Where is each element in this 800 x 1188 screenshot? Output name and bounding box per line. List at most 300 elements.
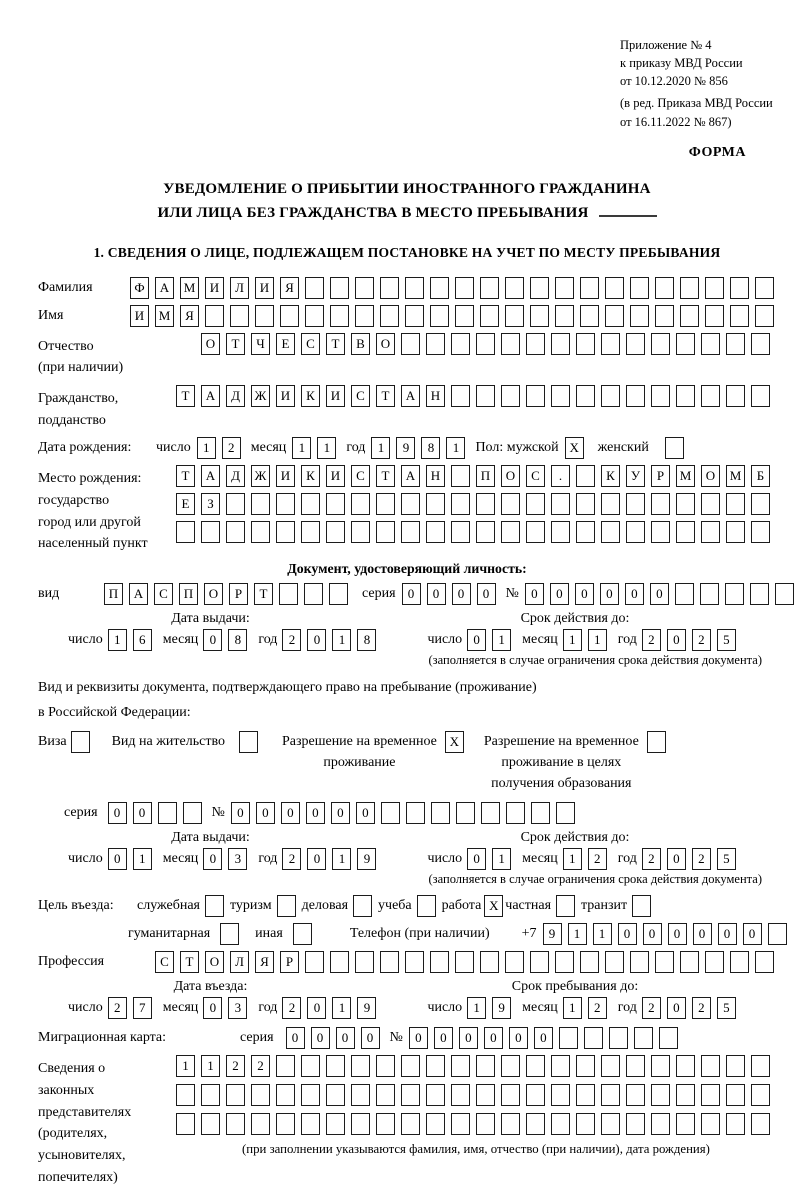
char-box[interactable] [584, 1027, 603, 1049]
char-box[interactable]: 1 [588, 629, 607, 651]
char-box[interactable]: 0 [718, 923, 737, 945]
char-box[interactable] [330, 277, 349, 299]
char-box[interactable] [531, 802, 550, 824]
char-box[interactable]: С [155, 951, 174, 973]
char-box[interactable] [451, 1055, 470, 1077]
char-box[interactable]: 3 [228, 997, 247, 1019]
char-box[interactable]: 2 [588, 997, 607, 1019]
char-box[interactable]: П [104, 583, 123, 605]
char-box[interactable] [426, 493, 445, 515]
char-box[interactable]: 1 [563, 848, 582, 870]
char-box[interactable] [451, 1084, 470, 1106]
char-box[interactable] [726, 1055, 745, 1077]
char-box[interactable] [755, 951, 774, 973]
char-box[interactable]: 0 [467, 629, 486, 651]
char-box[interactable] [655, 277, 674, 299]
char-box[interactable] [326, 1084, 345, 1106]
char-box[interactable] [501, 1055, 520, 1077]
char-box[interactable] [205, 305, 224, 327]
char-box[interactable] [276, 1055, 295, 1077]
char-box[interactable] [251, 521, 270, 543]
char-box[interactable] [501, 521, 520, 543]
char-box[interactable]: У [626, 465, 645, 487]
char-box[interactable] [576, 385, 595, 407]
char-box[interactable] [176, 1084, 195, 1106]
residence-permit-option[interactable] [112, 731, 264, 753]
char-box[interactable] [201, 521, 220, 543]
char-box[interactable]: 0 [550, 583, 569, 605]
char-box[interactable] [726, 1084, 745, 1106]
char-box[interactable] [430, 305, 449, 327]
char-box[interactable]: 2 [642, 848, 661, 870]
char-box[interactable]: И [130, 305, 149, 327]
char-box[interactable]: Е [276, 333, 295, 355]
char-box[interactable]: 2 [108, 997, 127, 1019]
purpose-option-other[interactable] [255, 923, 318, 945]
char-box[interactable]: 0 [477, 583, 496, 605]
char-box[interactable] [701, 1113, 720, 1135]
char-box[interactable]: 0 [409, 1027, 428, 1049]
char-box[interactable] [220, 923, 239, 945]
char-box[interactable] [676, 333, 695, 355]
char-box[interactable] [326, 1113, 345, 1135]
char-box[interactable] [680, 277, 699, 299]
char-box[interactable]: 5 [717, 629, 736, 651]
char-box[interactable] [601, 333, 620, 355]
char-box[interactable] [526, 1055, 545, 1077]
char-box[interactable]: 8 [357, 629, 376, 651]
char-box[interactable] [251, 493, 270, 515]
char-box[interactable]: О [204, 583, 223, 605]
char-box[interactable]: 2 [692, 997, 711, 1019]
char-box[interactable] [401, 493, 420, 515]
char-box[interactable] [576, 493, 595, 515]
char-box[interactable]: П [476, 465, 495, 487]
char-box[interactable]: П [179, 583, 198, 605]
char-box[interactable] [201, 1113, 220, 1135]
char-box[interactable]: 2 [642, 629, 661, 651]
char-box[interactable] [376, 493, 395, 515]
char-box[interactable] [501, 385, 520, 407]
char-box[interactable] [376, 1055, 395, 1077]
char-box[interactable]: 0 [311, 1027, 330, 1049]
char-box[interactable] [326, 521, 345, 543]
char-box[interactable]: Б [751, 465, 770, 487]
char-box[interactable] [530, 277, 549, 299]
char-box[interactable]: 1 [197, 437, 216, 459]
visa-option[interactable] [38, 731, 96, 753]
char-box[interactable] [701, 493, 720, 515]
char-box[interactable] [755, 305, 774, 327]
char-box[interactable]: 0 [108, 802, 127, 824]
char-box[interactable]: 2 [692, 629, 711, 651]
char-box[interactable] [551, 493, 570, 515]
char-box[interactable]: 9 [492, 997, 511, 1019]
char-box[interactable] [476, 385, 495, 407]
char-box[interactable] [326, 493, 345, 515]
purpose-study-checkbox[interactable] [417, 895, 442, 917]
char-box[interactable]: 0 [693, 923, 712, 945]
char-box[interactable] [476, 493, 495, 515]
char-box[interactable]: 1 [332, 997, 351, 1019]
char-box[interactable] [280, 305, 299, 327]
char-box[interactable] [601, 521, 620, 543]
char-box[interactable] [526, 1113, 545, 1135]
char-box[interactable]: О [501, 465, 520, 487]
char-box[interactable] [755, 277, 774, 299]
char-box[interactable]: М [155, 305, 174, 327]
char-box[interactable]: 0 [361, 1027, 380, 1049]
char-box[interactable]: Д [226, 465, 245, 487]
char-box[interactable]: 1 [492, 848, 511, 870]
char-box[interactable] [401, 1055, 420, 1077]
char-box[interactable]: А [201, 385, 220, 407]
char-box[interactable]: 1 [108, 629, 127, 651]
char-box[interactable]: 0 [625, 583, 644, 605]
char-box[interactable]: 1 [371, 437, 390, 459]
char-box[interactable] [675, 583, 694, 605]
char-box[interactable] [626, 385, 645, 407]
char-box[interactable]: 9 [357, 848, 376, 870]
char-box[interactable] [476, 1113, 495, 1135]
char-box[interactable]: 0 [743, 923, 762, 945]
char-box[interactable]: В [351, 333, 370, 355]
char-box[interactable]: 0 [331, 802, 350, 824]
char-box[interactable] [530, 305, 549, 327]
purpose-option-tourism[interactable] [230, 895, 302, 917]
char-box[interactable] [501, 493, 520, 515]
char-box[interactable] [526, 333, 545, 355]
char-box[interactable]: 0 [203, 629, 222, 651]
char-box[interactable] [726, 385, 745, 407]
char-box[interactable] [158, 802, 177, 824]
char-box[interactable] [705, 951, 724, 973]
char-box[interactable] [726, 493, 745, 515]
char-box[interactable] [305, 951, 324, 973]
char-box[interactable] [351, 1084, 370, 1106]
char-box[interactable]: М [180, 277, 199, 299]
char-box[interactable]: 0 [667, 848, 686, 870]
purpose-other-checkbox[interactable] [293, 923, 318, 945]
char-box[interactable] [751, 1113, 770, 1135]
char-box[interactable]: X [484, 895, 503, 917]
char-box[interactable] [426, 1055, 445, 1077]
char-box[interactable]: 0 [434, 1027, 453, 1049]
char-box[interactable] [726, 1113, 745, 1135]
char-box[interactable] [480, 305, 499, 327]
char-box[interactable]: 0 [427, 583, 446, 605]
char-box[interactable] [551, 385, 570, 407]
char-box[interactable]: А [155, 277, 174, 299]
char-box[interactable] [426, 1113, 445, 1135]
char-box[interactable]: 0 [600, 583, 619, 605]
char-box[interactable] [355, 951, 374, 973]
char-box[interactable] [501, 1113, 520, 1135]
char-box[interactable]: Ж [251, 465, 270, 487]
char-box[interactable]: Т [176, 465, 195, 487]
char-box[interactable]: X [565, 437, 584, 459]
purpose-option-work[interactable] [442, 895, 510, 917]
char-box[interactable]: Я [255, 951, 274, 973]
char-box[interactable]: С [351, 465, 370, 487]
char-box[interactable] [451, 333, 470, 355]
char-box[interactable]: С [301, 333, 320, 355]
char-box[interactable]: 2 [251, 1055, 270, 1077]
char-box[interactable] [605, 951, 624, 973]
char-box[interactable]: 0 [575, 583, 594, 605]
purpose-option-humanitarian[interactable] [128, 923, 245, 945]
char-box[interactable]: 0 [525, 583, 544, 605]
char-box[interactable]: Я [280, 277, 299, 299]
char-box[interactable]: И [255, 277, 274, 299]
char-box[interactable]: 9 [357, 997, 376, 1019]
char-box[interactable] [576, 1055, 595, 1077]
char-box[interactable] [556, 895, 575, 917]
char-box[interactable] [455, 277, 474, 299]
char-box[interactable]: 1 [292, 437, 311, 459]
char-box[interactable] [455, 305, 474, 327]
char-box[interactable]: 0 [484, 1027, 503, 1049]
char-box[interactable] [555, 951, 574, 973]
char-box[interactable] [71, 731, 90, 753]
char-box[interactable] [555, 277, 574, 299]
char-box[interactable]: 1 [563, 629, 582, 651]
char-box[interactable]: 1 [446, 437, 465, 459]
char-box[interactable] [576, 1084, 595, 1106]
char-box[interactable]: 0 [281, 802, 300, 824]
char-box[interactable] [476, 521, 495, 543]
char-box[interactable] [651, 521, 670, 543]
char-box[interactable] [530, 951, 549, 973]
char-box[interactable] [426, 521, 445, 543]
char-box[interactable]: О [205, 951, 224, 973]
char-box[interactable] [630, 277, 649, 299]
char-box[interactable] [381, 802, 400, 824]
char-box[interactable] [601, 493, 620, 515]
purpose-transit-checkbox[interactable] [632, 895, 657, 917]
purpose-option-study[interactable] [378, 895, 442, 917]
char-box[interactable] [431, 802, 450, 824]
char-box[interactable]: 0 [307, 629, 326, 651]
char-box[interactable]: К [601, 465, 620, 487]
char-box[interactable]: А [401, 465, 420, 487]
char-box[interactable] [751, 521, 770, 543]
char-box[interactable] [301, 493, 320, 515]
char-box[interactable] [351, 521, 370, 543]
char-box[interactable]: 5 [717, 848, 736, 870]
char-box[interactable]: 0 [668, 923, 687, 945]
char-box[interactable]: Т [254, 583, 273, 605]
char-box[interactable] [301, 521, 320, 543]
purpose-option-business[interactable] [302, 895, 378, 917]
char-box[interactable]: Ч [251, 333, 270, 355]
purpose-private-checkbox[interactable] [556, 895, 581, 917]
char-box[interactable] [730, 305, 749, 327]
char-box[interactable] [301, 1084, 320, 1106]
char-box[interactable]: А [401, 385, 420, 407]
char-box[interactable]: 0 [286, 1027, 305, 1049]
char-box[interactable] [380, 305, 399, 327]
char-box[interactable] [726, 521, 745, 543]
char-box[interactable]: 0 [618, 923, 637, 945]
char-box[interactable] [451, 385, 470, 407]
char-box[interactable] [176, 1113, 195, 1135]
char-box[interactable] [501, 333, 520, 355]
char-box[interactable]: М [726, 465, 745, 487]
char-box[interactable] [455, 951, 474, 973]
char-box[interactable]: Я [180, 305, 199, 327]
char-box[interactable] [401, 521, 420, 543]
char-box[interactable] [201, 1084, 220, 1106]
char-box[interactable] [555, 305, 574, 327]
char-box[interactable] [609, 1027, 628, 1049]
char-box[interactable] [276, 1084, 295, 1106]
char-box[interactable] [526, 1084, 545, 1106]
char-box[interactable] [279, 583, 298, 605]
char-box[interactable] [601, 1084, 620, 1106]
char-box[interactable]: 1 [467, 997, 486, 1019]
char-box[interactable]: Р [229, 583, 248, 605]
char-box[interactable]: 9 [543, 923, 562, 945]
char-box[interactable] [505, 951, 524, 973]
char-box[interactable]: 0 [650, 583, 669, 605]
char-box[interactable] [476, 1084, 495, 1106]
char-box[interactable] [626, 1113, 645, 1135]
char-box[interactable] [626, 333, 645, 355]
char-box[interactable] [676, 1113, 695, 1135]
char-box[interactable] [480, 951, 499, 973]
char-box[interactable] [630, 951, 649, 973]
char-box[interactable]: И [326, 465, 345, 487]
char-box[interactable] [330, 305, 349, 327]
char-box[interactable]: 7 [133, 997, 152, 1019]
char-box[interactable]: И [205, 277, 224, 299]
char-box[interactable]: Н [426, 465, 445, 487]
char-box[interactable] [651, 1113, 670, 1135]
char-box[interactable] [451, 465, 470, 487]
char-box[interactable] [601, 1055, 620, 1077]
char-box[interactable]: З [201, 493, 220, 515]
char-box[interactable] [456, 802, 475, 824]
char-box[interactable] [730, 277, 749, 299]
char-box[interactable] [551, 333, 570, 355]
char-box[interactable] [601, 1113, 620, 1135]
char-box[interactable] [380, 951, 399, 973]
char-box[interactable] [626, 521, 645, 543]
char-box[interactable] [651, 1084, 670, 1106]
char-box[interactable] [551, 521, 570, 543]
sex-female-checkbox[interactable] [665, 437, 690, 459]
char-box[interactable]: 8 [228, 629, 247, 651]
char-box[interactable] [226, 1113, 245, 1135]
char-box[interactable] [559, 1027, 578, 1049]
char-box[interactable] [405, 951, 424, 973]
char-box[interactable]: 0 [467, 848, 486, 870]
char-box[interactable] [701, 1055, 720, 1077]
char-box[interactable] [750, 583, 769, 605]
char-box[interactable]: 0 [307, 997, 326, 1019]
char-box[interactable]: Р [651, 465, 670, 487]
char-box[interactable]: 2 [222, 437, 241, 459]
purpose-option-transit[interactable] [581, 895, 657, 917]
temp-residence-education-option[interactable] [484, 731, 672, 794]
char-box[interactable] [651, 333, 670, 355]
char-box[interactable] [276, 493, 295, 515]
char-box[interactable] [526, 493, 545, 515]
char-box[interactable]: 2 [588, 848, 607, 870]
char-box[interactable] [305, 305, 324, 327]
char-box[interactable] [276, 521, 295, 543]
char-box[interactable] [605, 277, 624, 299]
char-box[interactable] [380, 277, 399, 299]
char-box[interactable] [417, 895, 436, 917]
char-box[interactable] [676, 493, 695, 515]
char-box[interactable] [304, 583, 323, 605]
char-box[interactable] [276, 1113, 295, 1135]
char-box[interactable]: 0 [306, 802, 325, 824]
char-box[interactable]: 5 [717, 997, 736, 1019]
char-box[interactable] [501, 1084, 520, 1106]
char-box[interactable]: 0 [667, 997, 686, 1019]
char-box[interactable] [680, 951, 699, 973]
char-box[interactable]: 8 [421, 437, 440, 459]
char-box[interactable] [226, 521, 245, 543]
char-box[interactable]: 1 [593, 923, 612, 945]
char-box[interactable] [655, 951, 674, 973]
char-box[interactable]: 2 [282, 848, 301, 870]
char-box[interactable]: 0 [108, 848, 127, 870]
char-box[interactable]: 1 [332, 629, 351, 651]
char-box[interactable]: Т [376, 465, 395, 487]
char-box[interactable]: Р [280, 951, 299, 973]
char-box[interactable]: . [551, 465, 570, 487]
char-box[interactable] [426, 333, 445, 355]
char-box[interactable]: Л [230, 277, 249, 299]
char-box[interactable] [226, 493, 245, 515]
char-box[interactable] [730, 951, 749, 973]
char-box[interactable]: Д [226, 385, 245, 407]
char-box[interactable]: 0 [402, 583, 421, 605]
char-box[interactable]: Ф [130, 277, 149, 299]
char-box[interactable] [351, 1055, 370, 1077]
char-box[interactable] [700, 583, 719, 605]
char-box[interactable]: 1 [317, 437, 336, 459]
char-box[interactable] [255, 305, 274, 327]
char-box[interactable] [655, 305, 674, 327]
char-box[interactable] [665, 437, 684, 459]
char-box[interactable]: 2 [692, 848, 711, 870]
char-box[interactable] [183, 802, 202, 824]
char-box[interactable]: Т [226, 333, 245, 355]
char-box[interactable] [601, 385, 620, 407]
char-box[interactable] [632, 895, 651, 917]
char-box[interactable] [277, 895, 296, 917]
char-box[interactable] [481, 802, 500, 824]
char-box[interactable]: Л [230, 951, 249, 973]
char-box[interactable]: 1 [201, 1055, 220, 1077]
char-box[interactable]: 1 [563, 997, 582, 1019]
char-box[interactable]: 3 [228, 848, 247, 870]
char-box[interactable]: О [376, 333, 395, 355]
char-box[interactable] [430, 951, 449, 973]
char-box[interactable] [576, 521, 595, 543]
char-box[interactable] [451, 1113, 470, 1135]
char-box[interactable] [651, 1055, 670, 1077]
char-box[interactable]: 2 [282, 997, 301, 1019]
char-box[interactable] [426, 1084, 445, 1106]
char-box[interactable] [751, 1084, 770, 1106]
char-box[interactable] [676, 1055, 695, 1077]
